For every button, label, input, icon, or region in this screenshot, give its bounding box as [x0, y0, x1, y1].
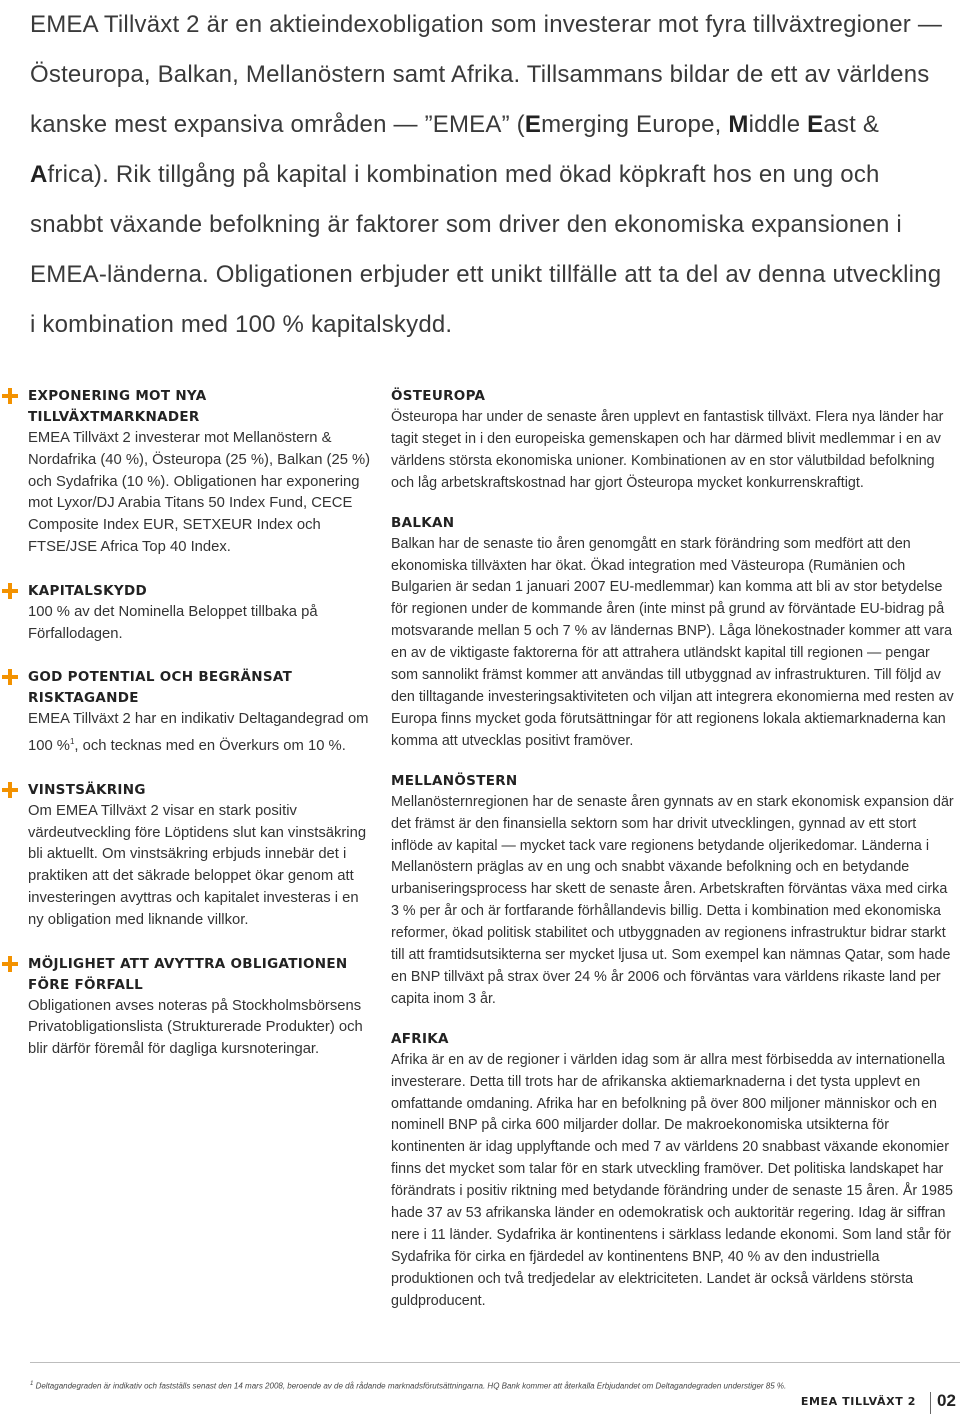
- section-body: Östeuropa har under de senaste åren upplevt en fantastisk tillväxt. Flera nya länder har tagit steget in i den europeiska gemenskapen och har därmed blivit medlemmar i en av världens största ekonomiska unioner. Kombinationen av en stor välutbildad befolkning och låg arbetskraftskostnad har gjort Östeuropa mycket konkurrenskraftigt.: [391, 409, 944, 491]
- body-text-b: , och tecknas med en Överkurs om 10 %.: [74, 738, 346, 755]
- section-heading: BALKAN: [391, 514, 455, 531]
- intro-acronym-e2: E: [807, 111, 824, 138]
- intro-text-1: EMEA Tillväxt 2 är en aktieindexobligation som investerar mot fyra tillväxtregioner — Östeuropa, Balkan, Mellanöstern samt Afrika. Tillsammans bildar de ett av världens kanske mest expansiva områden — ”EMEA” (: [30, 11, 943, 138]
- section-heading: ÖSTEUROPA: [391, 388, 486, 404]
- intro-text-2: merging Europe,: [541, 111, 729, 138]
- section-body: Balkan har de senaste tio åren genomgått en stark förändring som medfört att den ekonomiska tillväxten har ökat. Ökad integration med Västeuropa (Rumänien och Bulgarien är sedan 1 januari 2007 EU-medlemmar) kan komma att bli av stor betydelse för regionen under de kommande åren (inte minst på grund av förväntade EU-bidrag på motsvarande mellan 5 och 7 % av ländernas BNP). Låga lönekostnader kommer att vara en av de viktigaste faktorerna för att attrahera utländskt kapital till regionen — pengar som sannolikt främst kommer att användas till utbyggnad av infrastrukturen. Till följd av den tilltagande investeringsaktiviteten och viljan att integrera ekonomierna med resten av Europa finns mycket goda förutsättningar för att regionens lokala aktiemarknaderna kan komma att utvecklas positivt framöver.: [391, 535, 954, 749]
- footer-separator: [930, 1392, 931, 1414]
- intro-acronym-a: A: [30, 161, 48, 188]
- plus-icon: [2, 388, 18, 404]
- footnote-divider: [30, 1362, 960, 1363]
- intro-acronym-e: E: [524, 111, 542, 138]
- section-heading: MELLANÖSTERN: [391, 772, 518, 789]
- left-column: [28, 386, 378, 1083]
- section-body: 100 % av det Nominella Beloppet tillbaka på Förfallodagen.: [28, 603, 318, 642]
- section-heading: VINSTSÄKRING: [28, 781, 146, 798]
- intro-paragraph: [30, 0, 950, 350]
- section-body: Om EMEA Tillväxt 2 visar en stark positiv värdeutveckling före Löptidens slut kan vinstsäkring bli aktuellt. Om vinstsäkring erbjuds innebär det i praktiken att det säkrade beloppet ökar genom att investeringen avyttras och kapitalet investeras i en ny obligation med liknande villkor.: [28, 802, 367, 928]
- plus-icon: [2, 669, 18, 685]
- intro-text-5: frica). Rik tillgång på kapital i kombination med ökad köpkraft hos en ung och snabbt växande befolkning är faktorer som driver den ekonomiska expansionen i EMEA-länderna. Obligationen erbjuder ett unikt tillfälle att ta del av denna utveckling i kombination med 100 % kapitalskydd.: [30, 161, 942, 338]
- section-osteuropa: [391, 386, 957, 495]
- section-heading: EXPONERING MOT NYA TILLVÄXTMARKNADER: [28, 388, 207, 425]
- intro-text-4: ast &: [823, 111, 880, 138]
- footnote-ref: 1: [69, 737, 75, 747]
- section-afrika: [391, 1029, 957, 1313]
- footnote-mark: 1: [30, 1381, 34, 1387]
- page-number: 02: [937, 1391, 956, 1410]
- section-heading: KAPITALSKYDD: [28, 582, 148, 599]
- right-column: [391, 386, 957, 1331]
- section-vinstsakring: [28, 780, 378, 932]
- section-body: Obligationen avses noteras på Stockholmsbörsens Privatobligationslista (Strukturerade Produkter) och blir därför föremål för dagliga kursnoteringar.: [28, 997, 363, 1058]
- plus-icon: [2, 782, 18, 798]
- section-god-potential: [28, 667, 378, 758]
- section-body: [28, 709, 378, 758]
- footnote: [30, 1381, 960, 1391]
- section-body: EMEA Tillväxt 2 investerar mot Mellanöstern & Nordafrika (40 %), Östeuropa (25 %), Balkan (25 %) och Sydafrika (10 %). Obligationen har exponering mot Lyxor/DJ Arabia Titans 50 Index Fund, CECE Composite Index EUR, SETXEUR Index och FTSE/JSE Africa Top 40 Index.: [28, 430, 371, 555]
- section-kapitalskydd: [28, 581, 378, 646]
- section-heading: GOD POTENTIAL OCH BEGRÄNSAT RISKTAGANDE: [28, 669, 293, 707]
- section-exponering: [28, 386, 378, 559]
- plus-icon: [2, 583, 18, 599]
- footer-brand: EMEA TILLVÄXT 2: [800, 1395, 916, 1408]
- body-text-a: EMEA Tillväxt 2 har en indikativ Deltagandegrad om 100 %: [28, 711, 369, 755]
- section-mojlighet: [28, 954, 378, 1061]
- section-body: Mellanösternregionen har de senaste åren gynnats av en stark ekonomisk expansion där det främst är den finansiella sektorn som har drivit utvecklingen, gynnad av ett stort inflöde av kapital — mycket tack vare regionens betydande oljerikedomar. Länderna i Mellanöstern präglas av en ung och snabbt växande befolkning och en betydande urbaniseringsprocess har skett de senaste åren. Arbetskraften förväntas växa med cirka 3 % per år och är fortfarande förhållandevis billig. Detta i kombination med ekonomiska reformer, ökad politisk stabilitet och utbyggnaden av regionens infrastruktur bidrar starkt till att framtidsutsikterna ser mycket ljusa ut. Som exempel kan nämnas Qatar, som hade en BNP tillväxt på strax över 24 % år 2006 och förväntas vara världens rikaste land per capita inom 3 år.: [391, 793, 954, 1007]
- section-mellanostern: [391, 771, 957, 1011]
- section-body: Afrika är en av de regioner i världen idag som är allra mest förbisedda av internationella investerare. Detta till trots har de afrikanska aktiemarknaderna i det tysta upplevt en omfattande omdaning. Afrika har en befolkning på över 800 miljoner människor och en nominell BNP på cirka 600 miljarder dollar. De makroekonomiska utsikterna för kontinenten är idag upplyftande och med 7 av världens 20 snabbast växande ekonomier finns det mycket som talar för en stark utveckling framöver. Det politiska landskapet har förändrats i positiv riktning med betydande förändring under de senaste 15 åren. År 1985 hade 37 av 53 afrikanska länder en odemokratisk och auktoritär regering. Idag är siffran nere i 11 länder. Sydafrika är kontinentens i särklass ledande ekonomi. Som land står för Sydafrika för cirka en fjärdedel av kontinentens BNP, 40 % av den industriella produktionen och två tredjedelar av elektriciteten. Landet är också världens största guldproducent.: [391, 1051, 953, 1309]
- intro-text-3: iddle: [748, 111, 808, 138]
- section-heading: AFRIKA: [391, 1030, 449, 1047]
- footnote-text: Deltagandegraden är indikativ och fastställs senast den 14 mars 2008, beroende av de då rådande marknadsförutsättningarna. HQ Bank kommer att återkalla Erbjudandet om Deltagandegraden understiger 85 %.: [35, 1381, 787, 1391]
- section-heading: MÖJLIGHET ATT AVYTTRA OBLIGATIONEN FÖRE FÖRFALL: [28, 955, 348, 993]
- intro-acronym-m: M: [728, 111, 749, 138]
- plus-icon: [2, 956, 18, 972]
- section-balkan: [391, 513, 957, 753]
